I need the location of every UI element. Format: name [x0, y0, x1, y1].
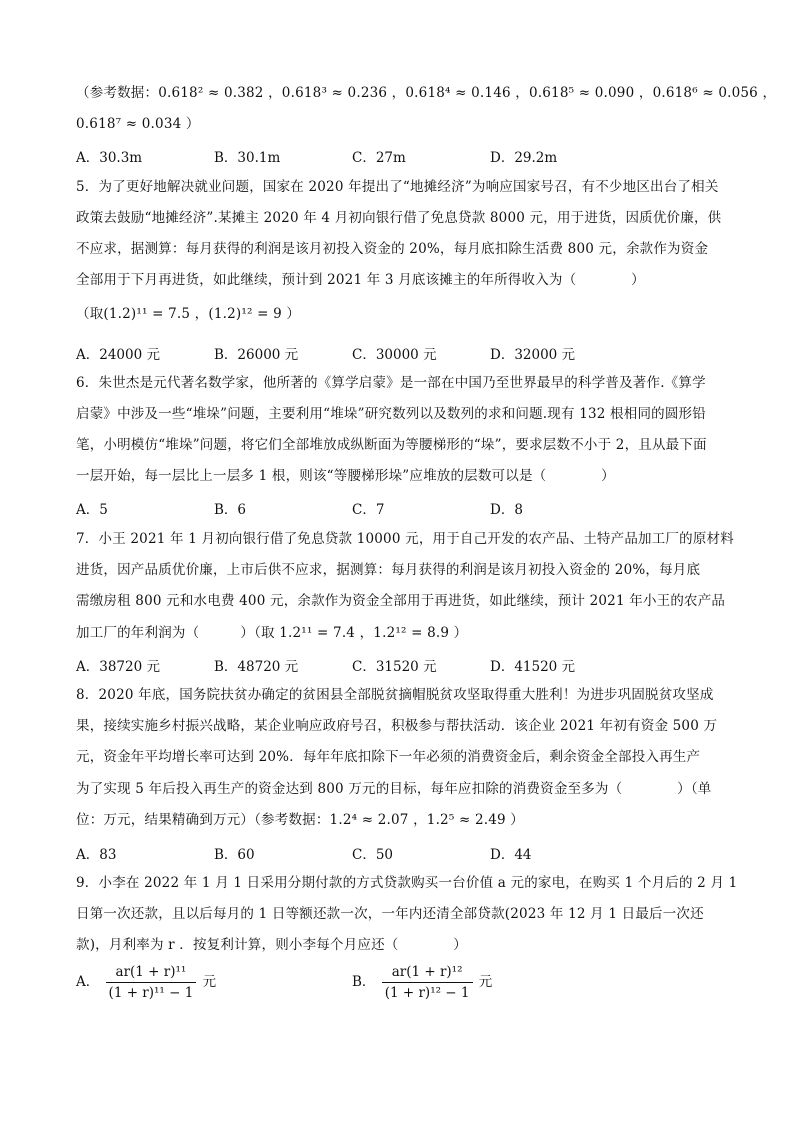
q9-text-line: 9．小李在 2022 年 1 月 1 日采用分期付款的方式贷款购买一台价值 a 元的家电，在购买 1 个月后的 2 月 1: [76, 875, 738, 891]
fraction-denominator: (1 + r)¹² − 1: [384, 985, 470, 1001]
q8-options: [76, 843, 716, 861]
q6-option-b: B．6: [214, 502, 247, 518]
reference-data-line-1: （参考数据：0.618² ≈ 0.382 ，0.618³ ≈ 0.236 ，0.618⁴ ≈ 0.146 ，0.618⁵ ≈ 0.090 ，0.618⁶ ≈ 0.056 ，: [76, 85, 777, 101]
q8-option-d: D．44: [490, 847, 532, 863]
q5-text-line: 全部用于下月再进货，如此继续，预计到 2021 年 3 月底该摊主的年所得收入为（ ）: [76, 272, 645, 288]
q9-option-b-unit: 元: [478, 974, 493, 990]
q5-option-a: A．24000 元: [76, 347, 160, 363]
q4-option-d: D．29.2m: [490, 150, 558, 166]
q5-given-values: （取(1.2)¹¹ = 7.5 ，(1.2)¹² = 9 ）: [76, 306, 301, 322]
q8-option-b: B．60: [214, 847, 255, 863]
q7-text-line: 进货，因产品质优价廉，上市后供不应求，据测算：每月获得的利润是该月初投入资金的 20%，每月底: [76, 562, 701, 578]
q6-option-a: A．5: [76, 502, 108, 518]
q5-text-line: 5．为了更好地解决就业问题，国家在 2020 年提出了“地摊经济”为响应国家号召，有不少地区出台了相关: [76, 179, 719, 195]
q4-options: [76, 146, 716, 164]
q6-text-line: 6．朱世杰是元代著名数学家，他所著的《算学启蒙》是一部在中国乃至世界最早的科学普及著作.《算学: [76, 375, 706, 391]
q7-option-d: D．41520 元: [490, 659, 576, 675]
q7-option-b: B．48720 元: [214, 659, 299, 675]
q5-option-d: D．32000 元: [490, 347, 576, 363]
q9-option-a: [76, 964, 216, 1001]
q8-text-line: 位：万元，结果精确到万元）（参考数据：1.2⁴ ≈ 2.07 ，1.2⁵ ≈ 2.49 ）: [76, 812, 524, 828]
q9-option-b-fraction: [382, 964, 473, 1001]
q8-option-c: C．50: [352, 847, 394, 863]
fraction-denominator: (1 + r)¹¹ − 1: [108, 985, 194, 1001]
q7-option-c: C．31520 元: [352, 659, 437, 675]
q8-option-a: A．83: [76, 847, 117, 863]
q6-text-line: 一层开始，每一层比上一层多 1 根，则该“等腰梯形垛”应堆放的层数可以是（ ）: [76, 468, 615, 484]
q8-text-line: 8．2020 年底，国务院扶贫办确定的贫困县全部脱贫摘帽脱贫攻坚取得重大胜利！为进步巩固脱贫攻坚成: [76, 687, 714, 703]
q5-text-line: 政策去鼓励“地摊经济”.某摊主 2020 年 4 月初向银行借了免息贷款 8000 元，用于进货，因质优价廉，供: [76, 210, 722, 226]
q7-options: [76, 655, 716, 673]
q6-options: [76, 498, 716, 516]
q4-option-a: A．30.3m: [76, 150, 143, 166]
q8-text-line: 元，资金年平均增长率可达到 20%．每年年底扣除下一年必须的消费资金后，剩余资金全部投入再生产: [76, 749, 701, 765]
q9-option-b-label: B．: [352, 974, 376, 990]
q7-option-a: A．38720 元: [76, 659, 160, 675]
q9-text-line: 款)，月利率为 r ．按复利计算，则小李每个月应还（ ）: [76, 937, 468, 953]
q5-option-c: C．30000 元: [352, 347, 437, 363]
q9-option-b: [352, 964, 492, 1001]
q9-option-a-fraction: [106, 964, 197, 1001]
q5-text-line: 不应求，据测算：每月获得的利润是该月初投入资金的 20%，每月底扣除生活费 800 元，余款作为资金: [76, 241, 709, 257]
q7-text-line: 需缴房租 800 元和水电费 400 元，余款作为资金全部用于再进货，如此继续，预计 2021 年小王的农产品: [76, 593, 726, 609]
q9-text-line: 日第一次还款，且以后每月的 1 日等额还款一次，一年内还清全部贷款(2023 年 12 月 1 日最后一次还: [76, 906, 704, 922]
fraction-numerator: ar(1 + r)¹²: [382, 964, 473, 983]
reference-data-line-2: 0.618⁷ ≈ 0.034 ）: [76, 116, 200, 132]
q4-option-c: C．27m: [352, 150, 406, 166]
q4-option-b: B．30.1m: [214, 150, 281, 166]
q9-option-a-unit: 元: [202, 974, 217, 990]
q5-option-b: B．26000 元: [214, 347, 299, 363]
q9-option-a-label: A．: [76, 974, 100, 990]
q7-text-line: 加工厂的年利润为（ ）（取 1.2¹¹ = 7.4 ，1.2¹² = 8.9 ）: [76, 625, 468, 641]
q6-option-c: C．7: [352, 502, 385, 518]
q8-text-line: 为了实现 5 年后投入再生产的资金达到 800 万元的目标，每年应扣除的消费资金至多为（ ）（单: [76, 781, 712, 797]
q5-options: [76, 343, 716, 361]
fraction-numerator: ar(1 + r)¹¹: [106, 964, 197, 983]
q6-option-d: D．8: [490, 502, 523, 518]
q6-text-line: 笔，小明模仿“堆垛”问题，将它们全部堆放成纵断面为等腰梯形的“垛”，要求层数不小于 2，且从最下面: [76, 437, 707, 453]
q8-text-line: 果，接续实施乡村振兴战略，某企业响应政府号召，积极参与帮扶活动．该企业 2021 年初有资金 500 万: [76, 718, 718, 734]
q7-text-line: 7．小王 2021 年 1 月初向银行借了免息贷款 10000 元，用于自己开发的农产品、土特产品加工厂的原材料: [76, 531, 734, 547]
q6-text-line: 启蒙》中涉及一些“堆垛”问题，主要利用“堆垛”研究数列以及数列的求和问题.现有 132 根相同的圆形铅: [76, 406, 706, 422]
